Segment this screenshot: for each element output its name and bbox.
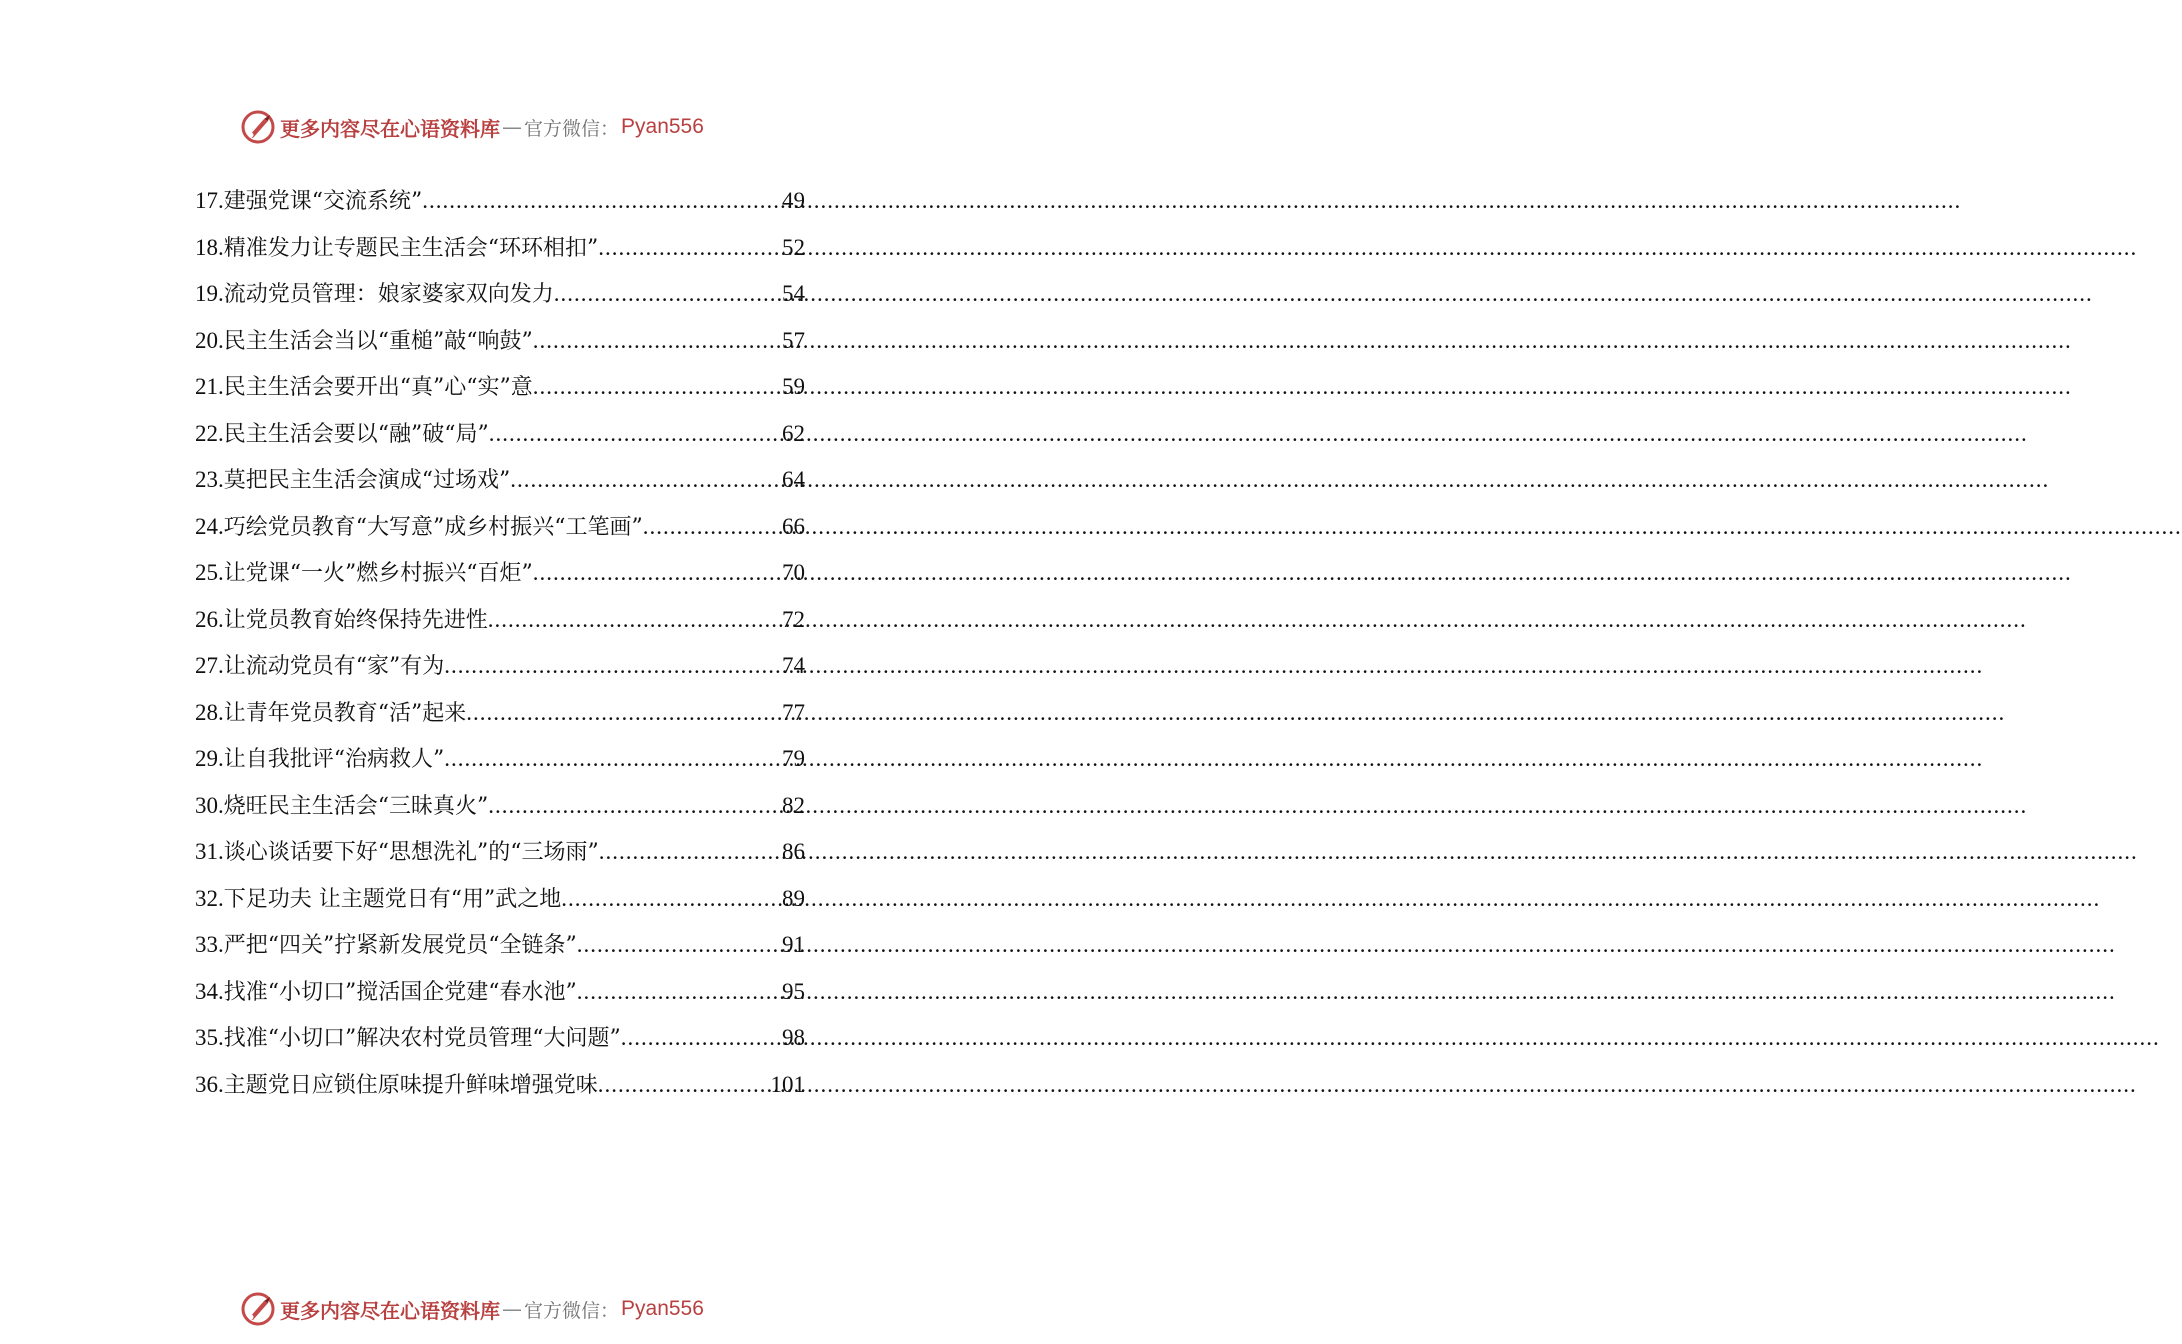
toc-entry-page-number: 70	[782, 560, 805, 585]
toc-dot-leader	[561, 876, 782, 923]
toc-entry-title: 下足功夫 让主题党日有“用”武之地	[223, 886, 562, 912]
toc-entry-number: 19.	[195, 281, 224, 306]
footer-wechat-label: 官方微信：	[524, 1299, 620, 1322]
toc-entry-page-number: 89	[782, 885, 805, 911]
toc-dot-leader	[466, 690, 782, 737]
header-watermark	[240, 107, 704, 147]
toc-dot-leader	[422, 178, 782, 225]
toc-entry-page-number: 57	[782, 327, 805, 353]
toc-entry[interactable]	[195, 829, 805, 876]
toc-entry[interactable]	[195, 411, 805, 458]
toc-entry[interactable]	[195, 783, 805, 830]
table-of-contents	[195, 178, 805, 1108]
toc-entry[interactable]	[195, 969, 805, 1016]
toc-entry-number: 25.	[195, 560, 224, 585]
toc-entry-page-number: 95	[782, 978, 805, 1004]
toc-entry-title: 民主生活会要以“融”破“局”	[223, 421, 489, 447]
quill-pen-icon	[240, 109, 276, 145]
toc-dot-leader	[577, 969, 782, 1016]
toc-entry-number: 32.	[195, 885, 224, 911]
toc-entry-title: 民主生活会当以“重槌”敲“响鼓”	[223, 328, 533, 354]
toc-entry[interactable]	[195, 922, 805, 969]
toc-entry-page-number: 91	[782, 932, 805, 957]
toc-entry-number: 27.	[195, 653, 224, 678]
toc-dot-leader	[533, 364, 782, 411]
toc-entry-title: 严把“四关”拧紧新发展党员“全链条”	[223, 933, 577, 958]
toc-entry-page-number: 98	[782, 1025, 805, 1050]
toc-entry[interactable]	[195, 457, 805, 504]
toc-entry[interactable]	[195, 178, 805, 225]
toc-entry-number: 21.	[195, 374, 224, 399]
toc-dot-leader	[554, 271, 782, 318]
toc-entry-number: 20.	[195, 327, 224, 353]
footer-dash: —	[502, 1297, 522, 1321]
toc-entry-title: 让青年党员教育“活”起来	[223, 700, 467, 726]
toc-entry[interactable]	[195, 597, 805, 644]
toc-entry-title: 找准“小切口”搅活国企党建“春水池”	[223, 979, 577, 1005]
toc-entry-number: 28.	[195, 699, 224, 725]
toc-dot-leader	[489, 411, 782, 458]
toc-entry-page-number: 54	[782, 281, 805, 306]
toc-entry-number: 31.	[195, 839, 224, 864]
toc-dot-leader	[444, 643, 782, 690]
toc-entry-title: 谈心谈话要下好“思想洗礼”的“三场雨”	[223, 840, 599, 865]
toc-entry-page-number: 74	[782, 653, 805, 678]
toc-entry-page-number: 66	[782, 513, 805, 539]
toc-entry[interactable]	[195, 736, 805, 783]
toc-entry-page-number: 79	[782, 746, 805, 771]
toc-entry-number: 26.	[195, 606, 224, 632]
toc-entry-title: 精准发力让专题民主生活会“环环相扣”	[223, 235, 599, 261]
toc-entry-number: 17.	[195, 188, 224, 213]
toc-dot-leader	[510, 457, 782, 504]
toc-entry-number: 30.	[195, 792, 224, 818]
footer-watermark	[240, 1289, 704, 1329]
toc-entry[interactable]	[195, 271, 805, 318]
toc-entry-number: 24.	[195, 513, 224, 539]
toc-entry-number: 35.	[195, 1025, 224, 1050]
toc-entry-title: 流动党员管理：娘家婆家双向发力	[223, 282, 554, 307]
header-wechat-id: Pyan556	[621, 115, 704, 138]
toc-dot-leader	[599, 829, 782, 876]
toc-entry-number: 34.	[195, 978, 224, 1004]
toc-entry-title: 让党员教育始终保持先进性	[223, 607, 488, 633]
header-dash: —	[502, 115, 522, 139]
toc-entry[interactable]	[195, 643, 805, 690]
toc-dot-leader	[598, 225, 782, 272]
toc-entry-number: 22.	[195, 420, 224, 446]
toc-entry-page-number: 64	[782, 467, 805, 492]
toc-entry[interactable]	[195, 1015, 805, 1062]
toc-entry-page-number: 86	[782, 839, 805, 864]
toc-entry-title: 让自我批评“治病救人”	[223, 747, 445, 772]
toc-dot-leader	[621, 1015, 782, 1062]
toc-entry-page-number: 49	[782, 188, 805, 213]
toc-entry-number: 29.	[195, 746, 224, 771]
toc-dot-leader	[488, 597, 782, 644]
toc-entry-page-number: 101	[770, 1071, 805, 1097]
toc-entry-title: 建强党课“交流系统”	[223, 189, 423, 214]
toc-entry-title: 巧绘党员教育“大写意”成乡村振兴“工笔画”	[223, 514, 643, 540]
toc-entry[interactable]	[195, 504, 805, 551]
header-wechat-label: 官方微信：	[524, 117, 620, 140]
toc-entry-title: 烧旺民主生活会“三昧真火”	[223, 793, 489, 819]
footer-library-text: 更多内容尽在心语资料库	[280, 1298, 500, 1323]
toc-entry-page-number: 59	[782, 374, 805, 399]
footer-wechat-id: Pyan556	[621, 1297, 704, 1320]
toc-dot-leader	[533, 550, 782, 597]
toc-entry-title: 让党课“一火”燃乡村振兴“百炬”	[223, 561, 533, 586]
toc-entry[interactable]	[195, 1062, 805, 1109]
toc-entry-number: 36.	[195, 1071, 224, 1097]
toc-entry-title: 民主生活会要开出“真”心“实”意	[223, 375, 533, 400]
toc-entry[interactable]	[195, 690, 805, 737]
toc-entry[interactable]	[195, 876, 805, 923]
toc-entry-number: 23.	[195, 467, 224, 492]
toc-entry-page-number: 82	[782, 792, 805, 818]
toc-dot-leader	[577, 922, 782, 969]
toc-entry-number: 18.	[195, 234, 224, 260]
toc-entry[interactable]	[195, 550, 805, 597]
toc-dot-leader	[533, 318, 782, 365]
toc-entry-title: 让流动党员有“家”有为	[223, 654, 445, 679]
toc-entry-title: 主题党日应锁住原味提升鲜味增强党味	[223, 1072, 598, 1098]
toc-entry-page-number: 72	[782, 606, 805, 632]
toc-entry[interactable]	[195, 318, 805, 365]
toc-entry-page-number: 62	[782, 420, 805, 446]
quill-pen-icon	[240, 1291, 276, 1327]
toc-dot-leader	[643, 504, 782, 551]
toc-entry-title: 莫把民主生活会演成“过场戏”	[223, 468, 511, 493]
toc-dot-leader	[488, 783, 782, 830]
toc-dot-leader	[444, 736, 782, 783]
header-library-text: 更多内容尽在心语资料库	[280, 116, 500, 141]
toc-dot-leader	[598, 1062, 771, 1109]
toc-entry-number: 33.	[195, 932, 224, 957]
toc-entry[interactable]	[195, 225, 805, 272]
toc-entry-page-number: 77	[782, 699, 805, 725]
toc-entry[interactable]	[195, 364, 805, 411]
toc-entry-title: 找准“小切口”解决农村党员管理“大问题”	[223, 1026, 621, 1051]
toc-entry-page-number: 52	[782, 234, 805, 260]
